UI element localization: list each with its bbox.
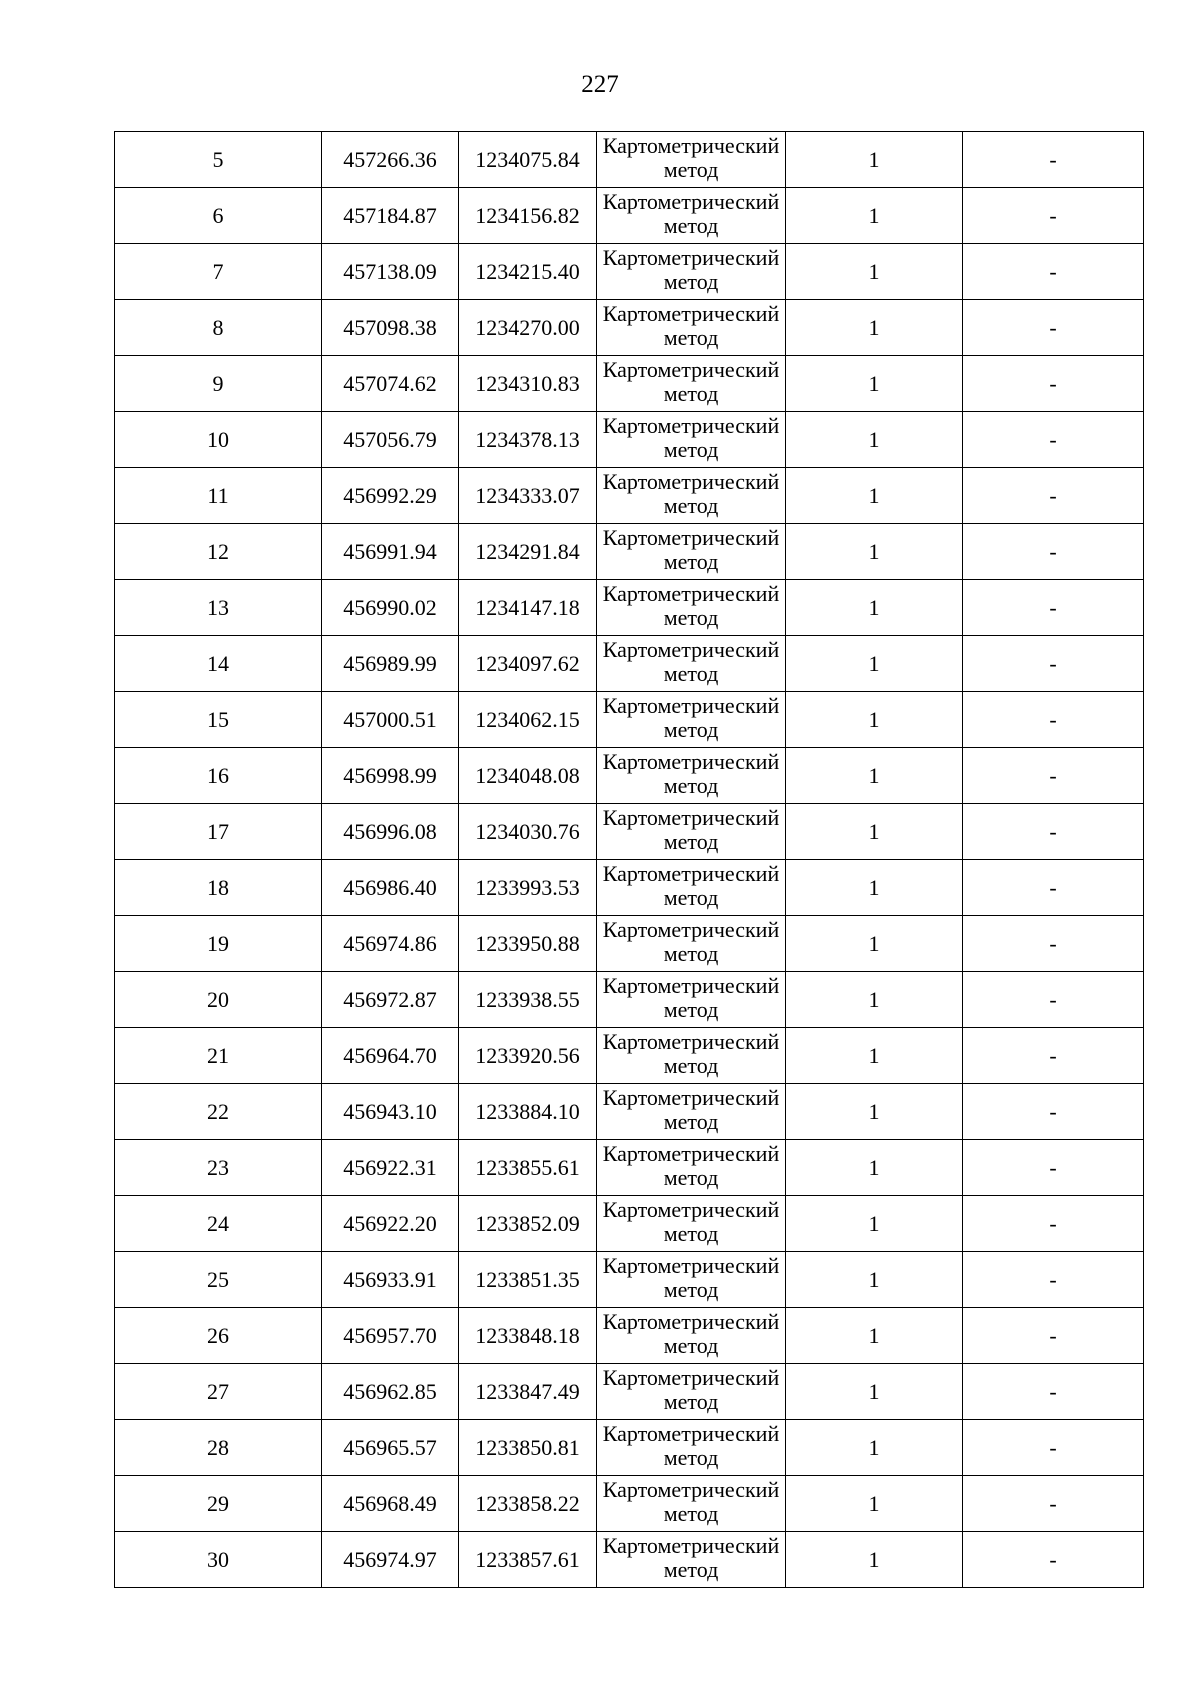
x-coordinate-cell: 456989.99 [322, 636, 459, 692]
table-row [115, 972, 1144, 1028]
table-row [115, 1532, 1144, 1588]
accuracy-cell: 1 [786, 468, 963, 524]
note-cell: - [963, 1252, 1144, 1308]
note-cell: - [963, 1308, 1144, 1364]
point-number-cell: 14 [115, 636, 322, 692]
method-cell: Картометрический метод [597, 1196, 786, 1252]
table-row [115, 524, 1144, 580]
method-cell: Картометрический метод [597, 188, 786, 244]
x-coordinate-cell: 456933.91 [322, 1252, 459, 1308]
table-row [115, 468, 1144, 524]
table-row [115, 300, 1144, 356]
point-number-cell: 15 [115, 692, 322, 748]
point-number-cell: 12 [115, 524, 322, 580]
table-row [115, 636, 1144, 692]
table-row [115, 188, 1144, 244]
y-coordinate-cell: 1233858.22 [459, 1476, 597, 1532]
y-coordinate-cell: 1234156.82 [459, 188, 597, 244]
accuracy-cell: 1 [786, 692, 963, 748]
y-coordinate-cell: 1234030.76 [459, 804, 597, 860]
method-cell: Картометрический метод [597, 524, 786, 580]
method-cell: Картометрический метод [597, 972, 786, 1028]
accuracy-cell: 1 [786, 300, 963, 356]
point-number-cell: 30 [115, 1532, 322, 1588]
point-number-cell: 25 [115, 1252, 322, 1308]
y-coordinate-cell: 1233884.10 [459, 1084, 597, 1140]
point-number-cell: 21 [115, 1028, 322, 1084]
table-row [115, 860, 1144, 916]
note-cell: - [963, 188, 1144, 244]
note-cell: - [963, 636, 1144, 692]
x-coordinate-cell: 456998.99 [322, 748, 459, 804]
x-coordinate-cell: 456986.40 [322, 860, 459, 916]
note-cell: - [963, 356, 1144, 412]
table-row [115, 412, 1144, 468]
accuracy-cell: 1 [786, 1196, 963, 1252]
y-coordinate-cell: 1233920.56 [459, 1028, 597, 1084]
x-coordinate-cell: 456965.57 [322, 1420, 459, 1476]
method-cell: Картометрический метод [597, 580, 786, 636]
method-cell: Картометрический метод [597, 132, 786, 188]
accuracy-cell: 1 [786, 1476, 963, 1532]
accuracy-cell: 1 [786, 916, 963, 972]
note-cell: - [963, 412, 1144, 468]
x-coordinate-cell: 457184.87 [322, 188, 459, 244]
point-number-cell: 27 [115, 1364, 322, 1420]
x-coordinate-cell: 457098.38 [322, 300, 459, 356]
y-coordinate-cell: 1234291.84 [459, 524, 597, 580]
x-coordinate-cell: 456990.02 [322, 580, 459, 636]
table-row [115, 1364, 1144, 1420]
note-cell: - [963, 524, 1144, 580]
accuracy-cell: 1 [786, 636, 963, 692]
note-cell: - [963, 1364, 1144, 1420]
method-cell: Картометрический метод [597, 692, 786, 748]
accuracy-cell: 1 [786, 1252, 963, 1308]
note-cell: - [963, 1476, 1144, 1532]
accuracy-cell: 1 [786, 1420, 963, 1476]
x-coordinate-cell: 456968.49 [322, 1476, 459, 1532]
note-cell: - [963, 1532, 1144, 1588]
accuracy-cell: 1 [786, 580, 963, 636]
x-coordinate-cell: 456974.86 [322, 916, 459, 972]
x-coordinate-cell: 456922.31 [322, 1140, 459, 1196]
table-row [115, 1028, 1144, 1084]
x-coordinate-cell: 457266.36 [322, 132, 459, 188]
point-number-cell: 10 [115, 412, 322, 468]
note-cell: - [963, 244, 1144, 300]
accuracy-cell: 1 [786, 1364, 963, 1420]
y-coordinate-cell: 1234378.13 [459, 412, 597, 468]
x-coordinate-cell: 457138.09 [322, 244, 459, 300]
table-row [115, 748, 1144, 804]
x-coordinate-cell: 457056.79 [322, 412, 459, 468]
table-row [115, 692, 1144, 748]
point-number-cell: 17 [115, 804, 322, 860]
point-number-cell: 5 [115, 132, 322, 188]
note-cell: - [963, 748, 1144, 804]
x-coordinate-cell: 456943.10 [322, 1084, 459, 1140]
note-cell: - [963, 692, 1144, 748]
point-number-cell: 8 [115, 300, 322, 356]
method-cell: Картометрический метод [597, 244, 786, 300]
x-coordinate-cell: 456957.70 [322, 1308, 459, 1364]
accuracy-cell: 1 [786, 132, 963, 188]
note-cell: - [963, 972, 1144, 1028]
table-row [115, 1084, 1144, 1140]
method-cell: Картометрический метод [597, 1476, 786, 1532]
method-cell: Картометрический метод [597, 356, 786, 412]
point-number-cell: 29 [115, 1476, 322, 1532]
point-number-cell: 16 [115, 748, 322, 804]
note-cell: - [963, 1084, 1144, 1140]
accuracy-cell: 1 [786, 244, 963, 300]
accuracy-cell: 1 [786, 524, 963, 580]
point-number-cell: 7 [115, 244, 322, 300]
method-cell: Картометрический метод [597, 1252, 786, 1308]
method-cell: Картометрический метод [597, 916, 786, 972]
table-row [115, 1476, 1144, 1532]
y-coordinate-cell: 1234270.00 [459, 300, 597, 356]
y-coordinate-cell: 1234062.15 [459, 692, 597, 748]
accuracy-cell: 1 [786, 1308, 963, 1364]
coordinates-table [114, 131, 1144, 1588]
table-row [115, 1196, 1144, 1252]
y-coordinate-cell: 1233855.61 [459, 1140, 597, 1196]
method-cell: Картометрический метод [597, 1140, 786, 1196]
point-number-cell: 26 [115, 1308, 322, 1364]
y-coordinate-cell: 1234097.62 [459, 636, 597, 692]
table-row [115, 580, 1144, 636]
note-cell: - [963, 1140, 1144, 1196]
note-cell: - [963, 300, 1144, 356]
table-row [115, 1308, 1144, 1364]
note-cell: - [963, 468, 1144, 524]
y-coordinate-cell: 1233993.53 [459, 860, 597, 916]
note-cell: - [963, 804, 1144, 860]
method-cell: Картометрический метод [597, 636, 786, 692]
x-coordinate-cell: 457000.51 [322, 692, 459, 748]
note-cell: - [963, 1028, 1144, 1084]
point-number-cell: 13 [115, 580, 322, 636]
y-coordinate-cell: 1233938.55 [459, 972, 597, 1028]
accuracy-cell: 1 [786, 748, 963, 804]
y-coordinate-cell: 1233852.09 [459, 1196, 597, 1252]
method-cell: Картометрический метод [597, 1084, 786, 1140]
y-coordinate-cell: 1233847.49 [459, 1364, 597, 1420]
point-number-cell: 11 [115, 468, 322, 524]
method-cell: Картометрический метод [597, 804, 786, 860]
x-coordinate-cell: 456922.20 [322, 1196, 459, 1252]
point-number-cell: 28 [115, 1420, 322, 1476]
y-coordinate-cell: 1234333.07 [459, 468, 597, 524]
y-coordinate-cell: 1233848.18 [459, 1308, 597, 1364]
y-coordinate-cell: 1234075.84 [459, 132, 597, 188]
note-cell: - [963, 860, 1144, 916]
x-coordinate-cell: 456964.70 [322, 1028, 459, 1084]
y-coordinate-cell: 1233857.61 [459, 1532, 597, 1588]
method-cell: Картометрический метод [597, 412, 786, 468]
point-number-cell: 6 [115, 188, 322, 244]
accuracy-cell: 1 [786, 1140, 963, 1196]
point-number-cell: 24 [115, 1196, 322, 1252]
table-row [115, 916, 1144, 972]
point-number-cell: 20 [115, 972, 322, 1028]
coordinates-table-body [115, 132, 1144, 1588]
accuracy-cell: 1 [786, 860, 963, 916]
page-number: 227 [581, 71, 619, 98]
method-cell: Картометрический метод [597, 1308, 786, 1364]
table-row [115, 132, 1144, 188]
accuracy-cell: 1 [786, 1084, 963, 1140]
accuracy-cell: 1 [786, 188, 963, 244]
y-coordinate-cell: 1233950.88 [459, 916, 597, 972]
note-cell: - [963, 916, 1144, 972]
note-cell: - [963, 580, 1144, 636]
method-cell: Картометрический метод [597, 300, 786, 356]
y-coordinate-cell: 1234048.08 [459, 748, 597, 804]
table-row [115, 356, 1144, 412]
x-coordinate-cell: 457074.62 [322, 356, 459, 412]
point-number-cell: 9 [115, 356, 322, 412]
y-coordinate-cell: 1233850.81 [459, 1420, 597, 1476]
y-coordinate-cell: 1234147.18 [459, 580, 597, 636]
point-number-cell: 22 [115, 1084, 322, 1140]
x-coordinate-cell: 456996.08 [322, 804, 459, 860]
note-cell: - [963, 132, 1144, 188]
x-coordinate-cell: 456972.87 [322, 972, 459, 1028]
table-row [115, 244, 1144, 300]
note-cell: - [963, 1420, 1144, 1476]
note-cell: - [963, 1196, 1144, 1252]
method-cell: Картометрический метод [597, 1532, 786, 1588]
accuracy-cell: 1 [786, 1028, 963, 1084]
table-row [115, 1420, 1144, 1476]
x-coordinate-cell: 456962.85 [322, 1364, 459, 1420]
table-row [115, 1252, 1144, 1308]
x-coordinate-cell: 456991.94 [322, 524, 459, 580]
method-cell: Картометрический метод [597, 1364, 786, 1420]
y-coordinate-cell: 1233851.35 [459, 1252, 597, 1308]
point-number-cell: 23 [115, 1140, 322, 1196]
table-row [115, 804, 1144, 860]
y-coordinate-cell: 1234310.83 [459, 356, 597, 412]
method-cell: Картометрический метод [597, 468, 786, 524]
point-number-cell: 18 [115, 860, 322, 916]
method-cell: Картометрический метод [597, 1028, 786, 1084]
y-coordinate-cell: 1234215.40 [459, 244, 597, 300]
method-cell: Картометрический метод [597, 748, 786, 804]
table-row [115, 1140, 1144, 1196]
method-cell: Картометрический метод [597, 1420, 786, 1476]
accuracy-cell: 1 [786, 1532, 963, 1588]
accuracy-cell: 1 [786, 804, 963, 860]
accuracy-cell: 1 [786, 972, 963, 1028]
accuracy-cell: 1 [786, 356, 963, 412]
method-cell: Картометрический метод [597, 860, 786, 916]
x-coordinate-cell: 456974.97 [322, 1532, 459, 1588]
point-number-cell: 19 [115, 916, 322, 972]
x-coordinate-cell: 456992.29 [322, 468, 459, 524]
accuracy-cell: 1 [786, 412, 963, 468]
